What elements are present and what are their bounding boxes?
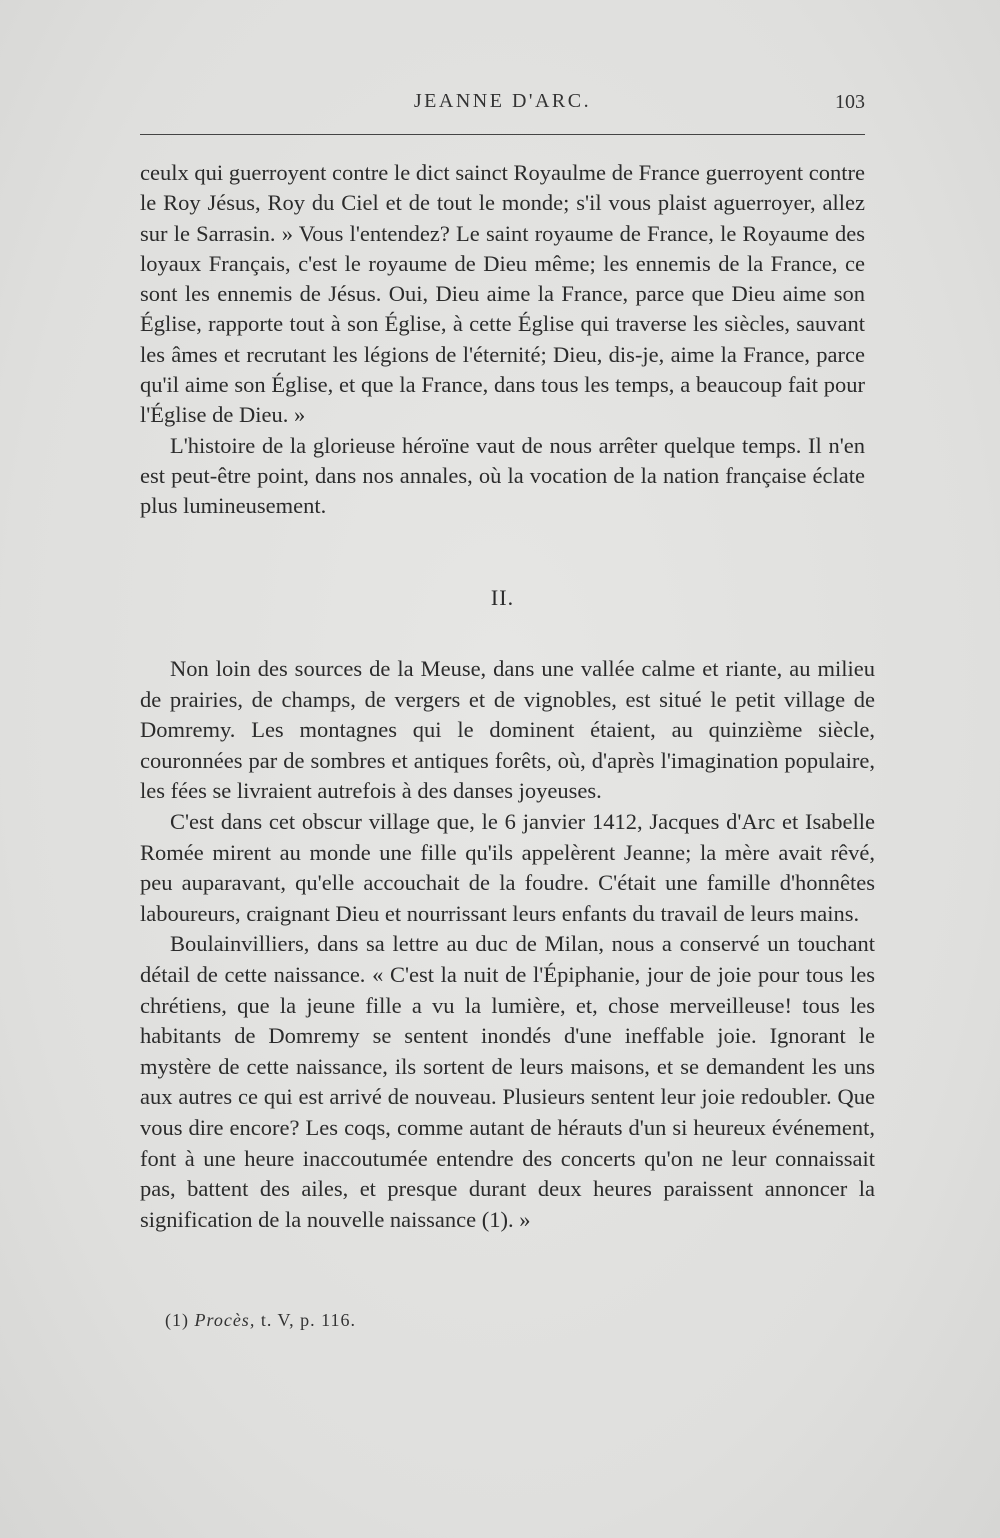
running-head bbox=[140, 90, 865, 120]
paragraph-histoire: L'histoire de la glorieuse héroïne vaut de nous arrêter quelque temps. Il n'en est peut-être point, dans nos annales, où la vocation de la nation française éclate plus lumineusement. bbox=[140, 432, 865, 519]
section-1-text bbox=[140, 158, 865, 522]
running-title: JEANNE D'ARC. bbox=[413, 90, 592, 112]
header-rule bbox=[140, 134, 865, 135]
section-heading: II. bbox=[490, 585, 515, 610]
footnote-reference: t. V, p. 116. bbox=[260, 1310, 357, 1330]
footnote-source: Procès, bbox=[194, 1310, 256, 1330]
page-number: 103 bbox=[835, 91, 865, 113]
paragraph-boulainvilliers: Boulainvilliers, dans sa lettre au duc de Milan, nous a conservé un touchant détail de cette naissance. « C'est la nuit de l'Épiphanie, jour de joie pour tous les chrétiens, que la jeune fille a vu la lumière, et, chose merveilleuse! tous les habitants de Domremy se sentent inondés d'une ineffable joie. Ignorant le mystère de cette naissance, ils sortent de leurs maisons, et se demandent les uns aux autres ce qui est arrivé de nouveau. Plusieurs sentent leur joie redoubler. Que vous dire encore? Les coqs, comme autant de hérauts d'un si heureux événement, font à une heure inaccoutumée entendre des concerts qu'on ne leur connaissait pas, battent des ailes, et presque durant deux heures paraissent annoncer la signification de la nouvelle naissance (1). » bbox=[140, 931, 875, 1232]
paragraph-birth: C'est dans cet obscur village que, le 6 janvier 1412, Jacques d'Arc et Isabelle Romée mirent au monde une fille qu'ils appelèrent Jeanne; la mère avait rêvé, peu auparavant, qu'elle accouchait de la foudre. C'était une famille d'honnêtes laboureurs, craignant Dieu et nourrissant leurs enfants du travail de leurs mains. bbox=[140, 808, 875, 926]
section-2-text bbox=[140, 654, 875, 1235]
footnote-marker: (1) bbox=[165, 1310, 189, 1330]
paragraph-domremy: Non loin des sources de la Meuse, dans une vallée calme et riante, au milieu de prairies, de champs, de vergers et de vignobles, est situé le petit village de Domremy. Les montagnes qui le dominent étaient, au quinzième siècle, couronnées par de sombres et antiques forêts, où, d'après l'imagination populaire, les fées se livraient autrefois à des danses joyeuses. bbox=[140, 656, 875, 804]
footnote bbox=[165, 1310, 356, 1331]
paragraph-continuation: ceulx qui guerroyent contre le dict sainct Royaulme de France guerroyent contre le Roy Jésus, Roy du Ciel et de tout le monde; s'il vous plaist aguerroyer, allez sur le Sarrasin. » Vous l'entendez? Le saint royaume de France, le Royaume des loyaux Français, c'est le royaume de Dieu même; les ennemis de la France, ce sont les ennemis de Jésus. Oui, Dieu aime la France, parce que Dieu aime son Église, rapporte tout à son Église, à cette Église qui traverse les siècles, sauvant les âmes et recrutant les légions de l'éternité; Dieu, dis-je, aime la France, parce qu'il aime son Église, et que la France, dans tous les temps, a beaucoup fait pour l'Église de Dieu. » bbox=[140, 160, 865, 428]
